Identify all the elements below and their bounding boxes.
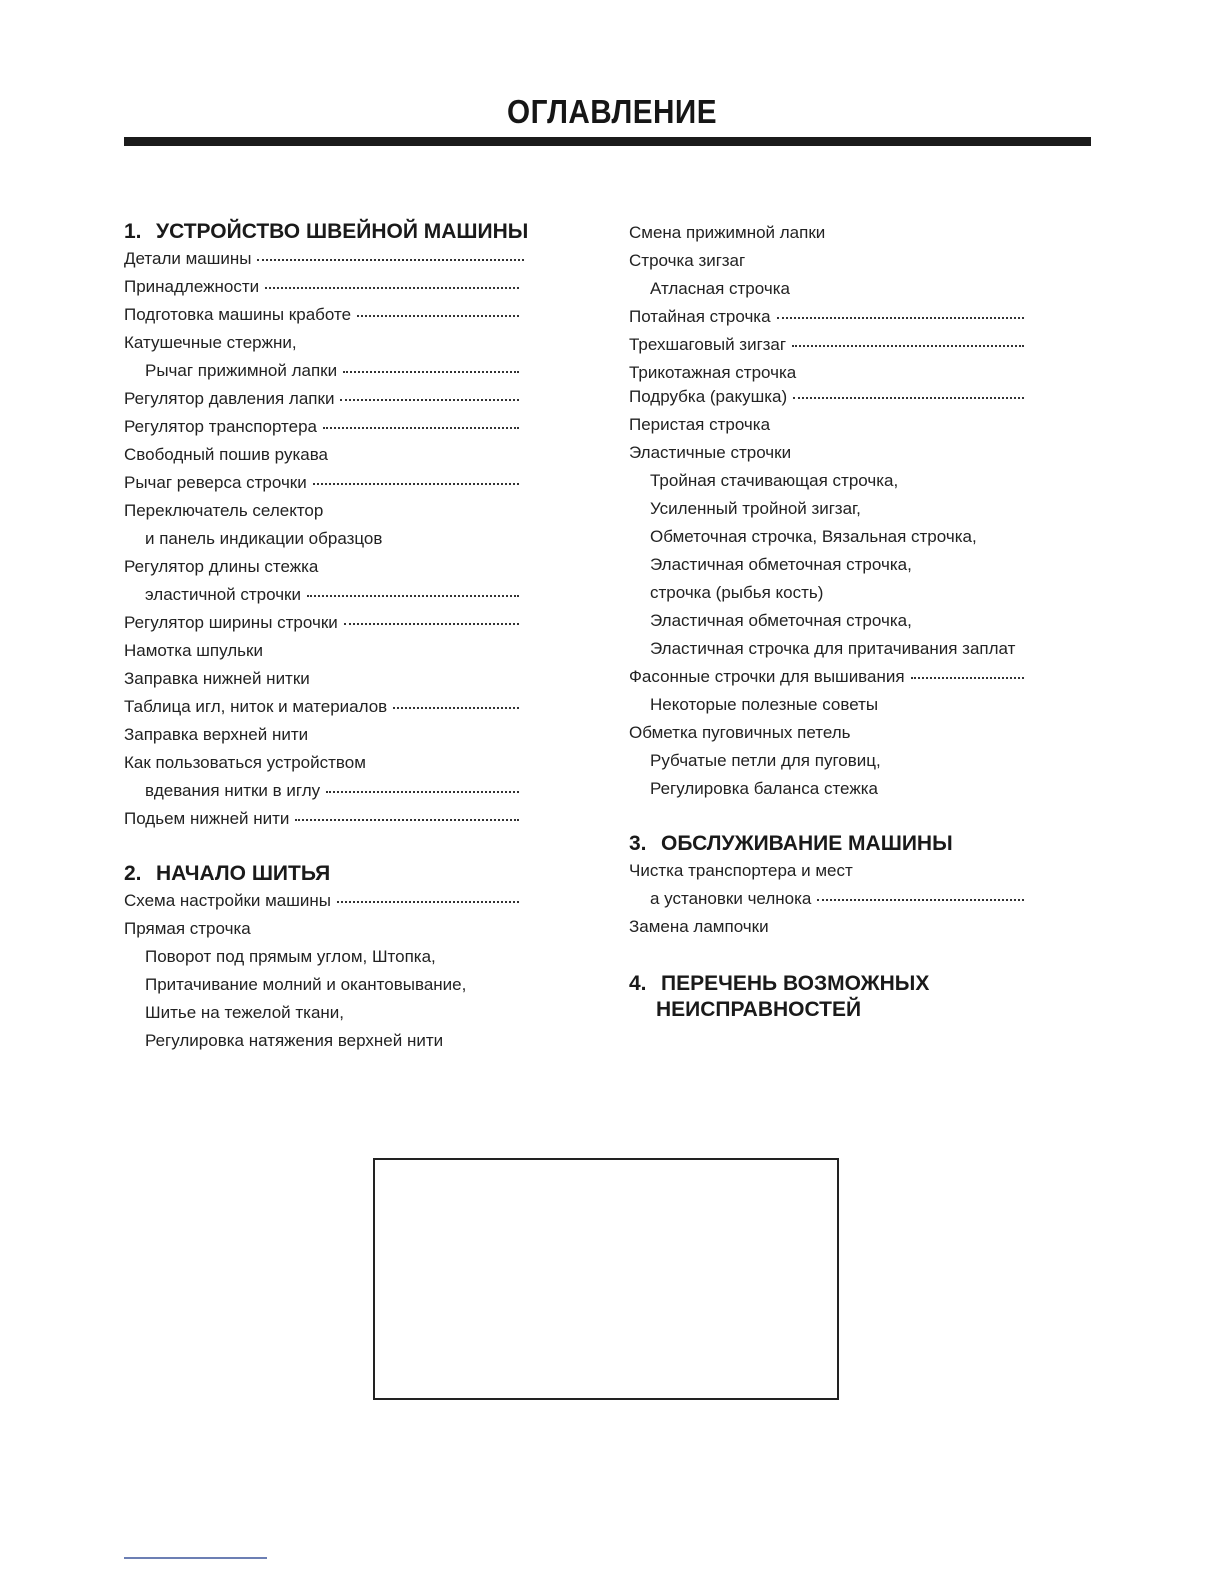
section-heading-4: 4. ПЕРЕЧЕНЬ ВОЗМОЖНЫХ НЕИСПРАВНОСТЕЙ (629, 972, 930, 1021)
toc-entry[interactable]: Заправка нижней нитки (124, 669, 310, 688)
toc-entry[interactable]: эластичной строчки (124, 581, 519, 609)
blank-frame (373, 1158, 839, 1400)
footer-rule (124, 1557, 267, 1559)
toc-entry[interactable]: Таблица игл, ниток и материалов (124, 693, 519, 721)
toc-entry[interactable]: Эластичные строчки (629, 443, 792, 462)
toc-entry[interactable]: Чистка транспортера и мест (629, 861, 853, 880)
section-heading-1: 1. УСТРОЙСТВО ШВЕЙНОЙ МАШИНЫ (124, 220, 529, 243)
toc-entry[interactable]: Трехшаговый зигзаг (629, 331, 1024, 359)
toc-entry[interactable]: Переключатель селектор (124, 501, 324, 520)
toc-entry[interactable]: Регулятор длины стежка (124, 557, 319, 576)
toc-entry[interactable]: Регулятор давления лапки (124, 385, 519, 413)
toc-entry[interactable]: Замена лампочки (629, 917, 769, 936)
toc-entry[interactable]: Свободный пошив рукава (124, 445, 329, 464)
section-heading-2: 2. НАЧАЛО ШИТЬЯ (124, 862, 331, 885)
toc-entry[interactable]: Трикотажная строчка (629, 363, 797, 382)
toc-entry[interactable]: Притачивание молний и окантовывание, (145, 975, 467, 994)
toc-entry[interactable]: Тройная стачивающая строчка, (650, 471, 899, 490)
toc-entry[interactable]: Перистая строчка (629, 415, 771, 434)
toc-column-right (629, 219, 1069, 1023)
toc-entry[interactable]: Регулировка баланса стежка (650, 779, 878, 798)
toc-entry[interactable]: Рычаг реверса строчки (124, 469, 519, 497)
toc-entry[interactable]: Рычаг прижимной лапки (124, 357, 519, 385)
toc-entry[interactable]: Эластичная обметочная строчка, (650, 555, 912, 574)
toc-entry[interactable]: Фасонные строчки для вышивания (629, 663, 1024, 691)
toc-entry[interactable]: строчка (рыбья кость) (650, 583, 824, 602)
toc-entry[interactable]: Обметка пуговичных петель (629, 723, 851, 742)
toc-entry[interactable]: Эластичная строчка для притачивания заплат (650, 639, 1016, 658)
toc-entry[interactable]: Схема настройки машины (124, 887, 519, 915)
toc-entry[interactable]: Поворот под прямым углом, Штопка, (145, 947, 436, 966)
toc-entry[interactable]: Как пользоваться устройством (124, 753, 366, 772)
toc-entry[interactable]: Намотка шпульки (124, 641, 263, 660)
toc-entry[interactable]: Регулировка натяжения верхней нити (145, 1031, 444, 1050)
toc-entry[interactable]: Детали машины (124, 245, 524, 273)
toc-entry[interactable]: и панель индикации образцов (145, 529, 383, 548)
toc-entry[interactable]: а установки челнока (629, 885, 1024, 913)
toc-entry[interactable]: Смена прижимной лапки (629, 223, 826, 242)
toc-entry[interactable]: Катушечные стержни, (124, 333, 297, 352)
toc-entry[interactable]: Рубчатые петли для пуговиц, (650, 751, 881, 770)
toc-entry[interactable]: Принадлежности (124, 273, 519, 301)
toc-entry[interactable]: Обметочная строчка, Вязальная строчка, (650, 527, 977, 546)
toc-entry[interactable]: вдевания нитки в иглу (124, 777, 519, 805)
toc-entry[interactable]: Строчка зигзаг (629, 251, 746, 270)
toc-entry[interactable]: Подготовка машины кработе (124, 301, 519, 329)
toc-entry[interactable]: Регулятор ширины строчки (124, 609, 519, 637)
toc-entry[interactable]: Регулятор транспортера (124, 413, 519, 441)
toc-entry[interactable]: Эластичная обметочная строчка, (650, 611, 912, 630)
toc-entry[interactable]: Подьем нижней нити (124, 805, 519, 833)
toc-entry[interactable]: Потайная строчка (629, 303, 1024, 331)
section-heading-3: 3. ОБСЛУЖИВАНИЕ МАШИНЫ (629, 832, 953, 855)
toc-entry[interactable]: Атласная строчка (650, 279, 790, 298)
toc-entry[interactable]: Прямая строчка (124, 919, 251, 938)
title-rule (124, 137, 1091, 146)
toc-column-left (124, 219, 529, 1055)
toc-entry[interactable]: Некоторые полезные советы (650, 695, 879, 714)
toc-entry[interactable]: Шитье на тежелой ткани, (145, 1003, 345, 1022)
toc-entry[interactable]: Подрубка (ракушка) (629, 383, 1024, 411)
toc-entry[interactable]: Усиленный тройной зигзаг, (650, 499, 861, 518)
page-title: ОГЛАВЛЕНИЕ (507, 93, 717, 130)
toc-entry[interactable]: Заправка верхней нити (124, 725, 309, 744)
